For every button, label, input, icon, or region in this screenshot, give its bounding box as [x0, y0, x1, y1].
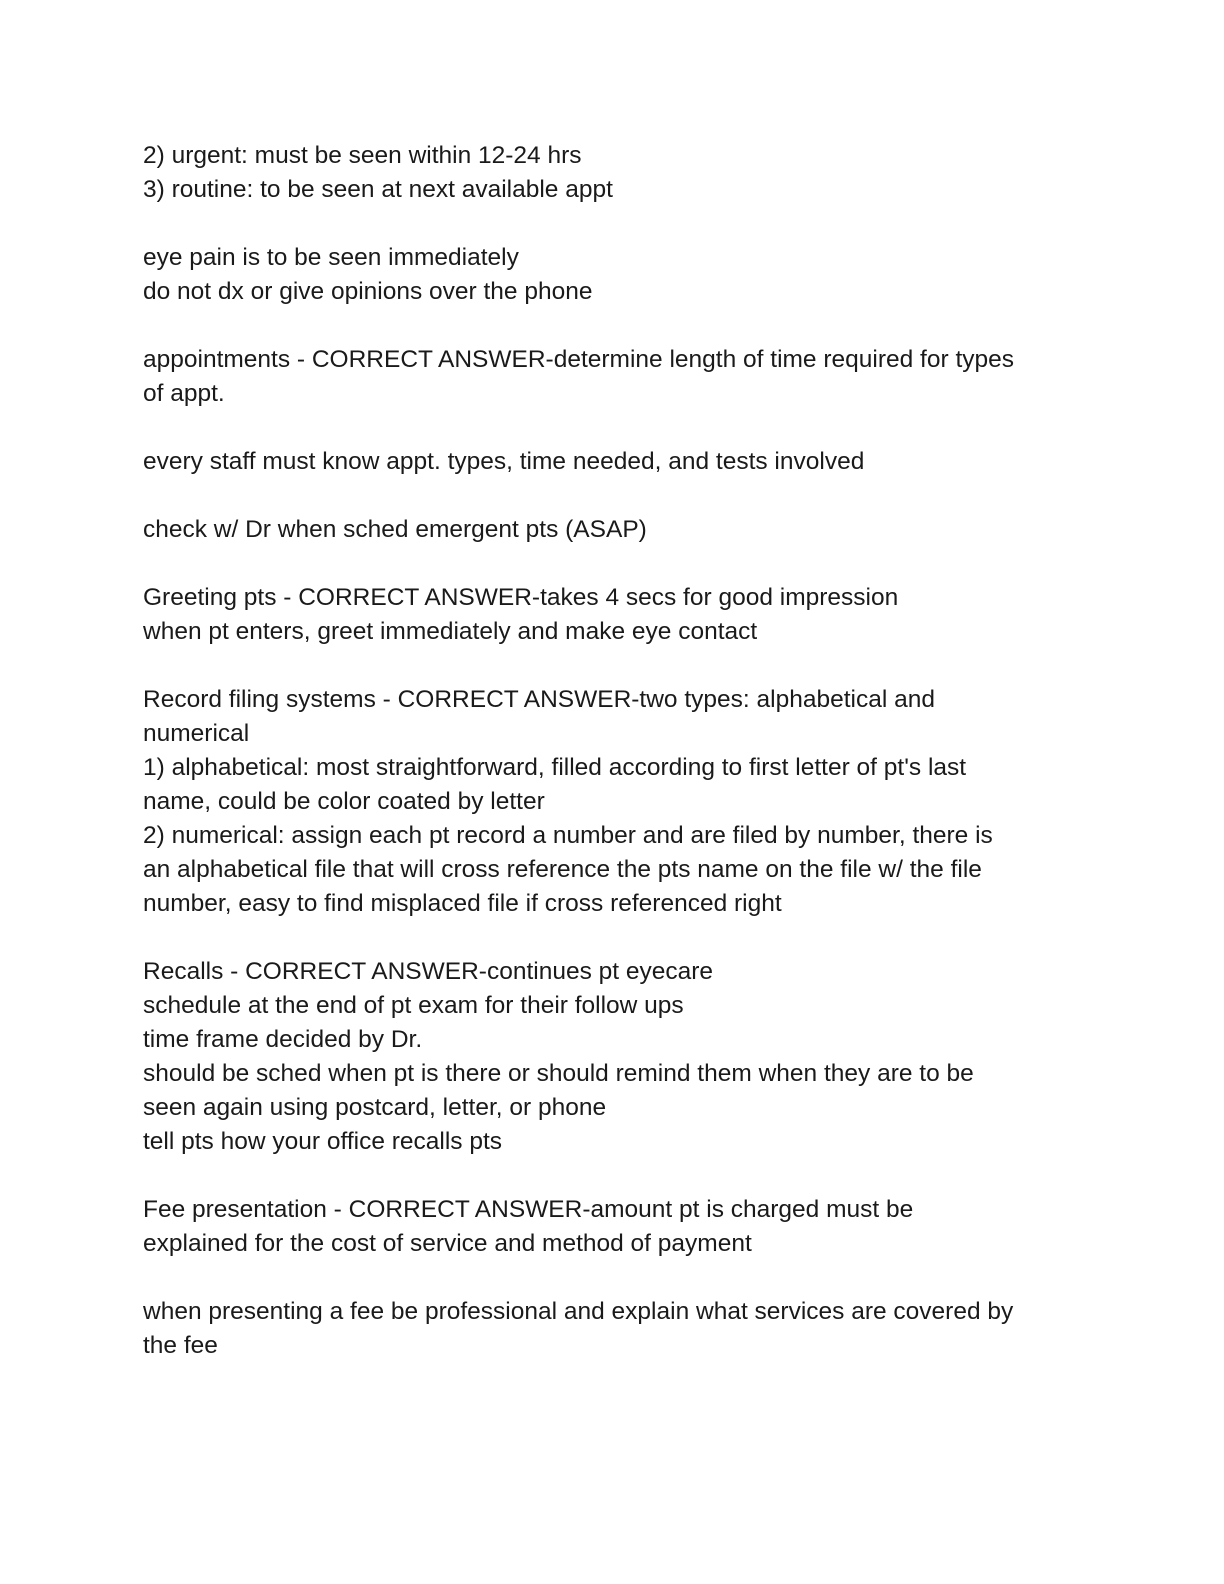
text-line: an alphabetical file that will cross reference the pts name on the file w/ the file [143, 856, 982, 883]
text-line: Recalls - CORRECT ANSWER-continues pt eyecare [143, 958, 714, 985]
text-line: 1) alphabetical: most straightforward, filled according to first letter of pt's last [143, 754, 967, 781]
text-line: 3) routine: to be seen at next available appt [143, 176, 613, 203]
text-line: number, easy to find misplaced file if cross referenced right [143, 890, 782, 917]
text-line: seen again using postcard, letter, or phone [143, 1094, 607, 1121]
blank-line [143, 309, 1083, 343]
text-line: tell pts how your office recalls pts [143, 1128, 503, 1155]
text-line: the fee [143, 1332, 218, 1359]
text-line: eye pain is to be seen immediately [143, 244, 519, 271]
text-line: 2) numerical: assign each pt record a number and are filed by number, there is [143, 822, 993, 849]
text-line: every staff must know appt. types, time needed, and tests involved [143, 448, 865, 475]
blank-line [143, 921, 1083, 955]
text-line: name, could be color coated by letter [143, 788, 545, 815]
text-line: time frame decided by Dr. [143, 1026, 423, 1053]
text-line: numerical [143, 720, 250, 747]
text-line: explained for the cost of service and method of payment [143, 1230, 752, 1257]
blank-line [143, 207, 1083, 241]
text-line: when pt enters, greet immediately and make eye contact [143, 618, 758, 645]
text-line: appointments - CORRECT ANSWER-determine length of time required for types [143, 346, 1015, 373]
blank-line [143, 479, 1083, 513]
text-line: schedule at the end of pt exam for their follow ups [143, 992, 684, 1019]
text-line: Fee presentation - CORRECT ANSWER-amount pt is charged must be [143, 1196, 914, 1223]
text-line: Record filing systems - CORRECT ANSWER-two types: alphabetical and [143, 686, 935, 713]
blank-line [143, 411, 1083, 445]
text-line: check w/ Dr when sched emergent pts (ASAP) [143, 516, 647, 543]
blank-line [143, 1261, 1083, 1295]
text-line: 2) urgent: must be seen within 12-24 hrs [143, 142, 582, 169]
text-line: do not dx or give opinions over the phone [143, 278, 593, 305]
text-line: should be sched when pt is there or should remind them when they are to be [143, 1060, 974, 1087]
document-body [143, 139, 1083, 1363]
blank-line [143, 649, 1083, 683]
text-line: when presenting a fee be professional and explain what services are covered by [143, 1298, 1014, 1325]
text-line: Greeting pts - CORRECT ANSWER-takes 4 secs for good impression [143, 584, 899, 611]
text-line: of appt. [143, 380, 225, 407]
blank-line [143, 1159, 1083, 1193]
blank-line [143, 547, 1083, 581]
